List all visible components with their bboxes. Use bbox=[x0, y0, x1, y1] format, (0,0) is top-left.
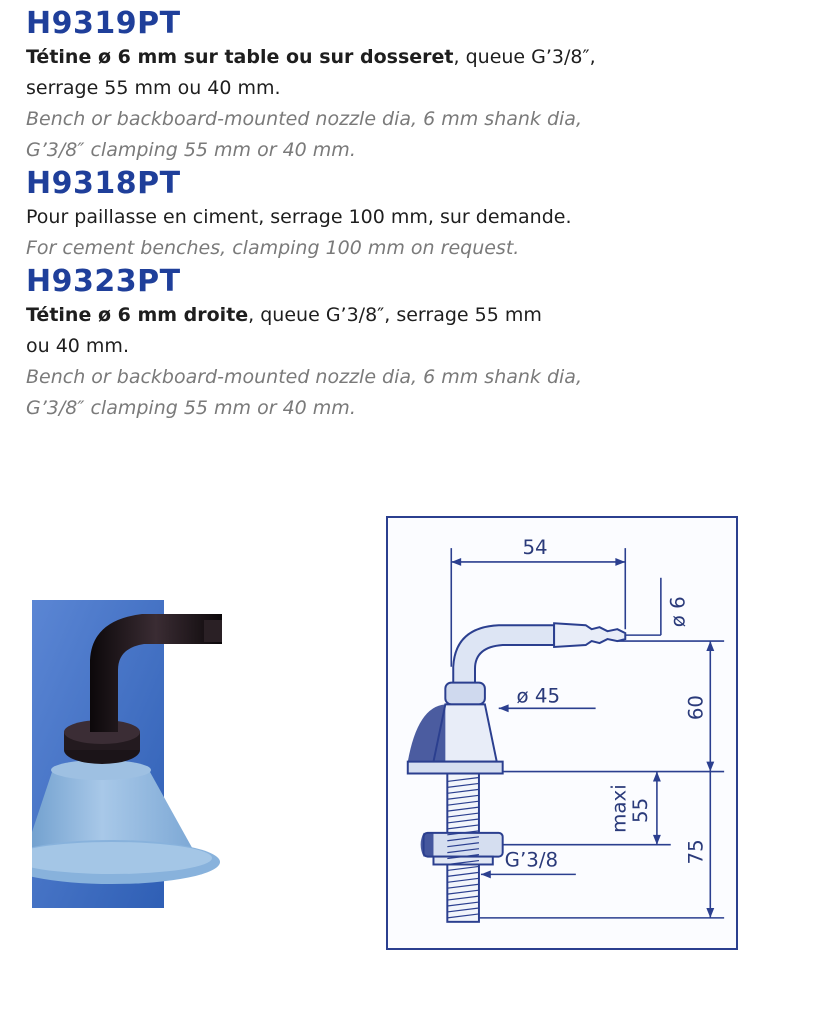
part-flange bbox=[408, 762, 503, 774]
dim-label-maxi: maxi bbox=[607, 784, 631, 833]
part-shade-nut bbox=[421, 833, 434, 857]
description-fr: Pour paillasse en ciment, serrage 100 mm, sur demande. bbox=[26, 206, 572, 228]
product-code: H9323PT bbox=[26, 264, 181, 299]
dim-label-base: ø 45 bbox=[516, 684, 561, 708]
description-en-line2: G’3/8″ clamping 55 mm or 40 mm. bbox=[26, 139, 356, 161]
product-text bbox=[26, 6, 816, 424]
nozzle-barb bbox=[204, 620, 222, 642]
product-code: H9318PT bbox=[26, 166, 181, 201]
dim-label-maxi-value: 55 bbox=[629, 797, 653, 823]
description-fr-bold: Tétine ø 6 mm droite bbox=[26, 304, 249, 326]
part-elbow bbox=[453, 625, 554, 684]
part-collar bbox=[445, 683, 485, 705]
description-en-line1: Bench or backboard-mounted nozzle dia, 6 mm shank dia, bbox=[26, 366, 582, 388]
product-code: H9319PT bbox=[26, 6, 181, 41]
description-fr-rest: , queue G’3/8″, serrage 55 mm bbox=[248, 304, 542, 326]
dim-label-shank: 75 bbox=[684, 839, 708, 865]
technical-drawing bbox=[386, 516, 738, 950]
description-fr bbox=[26, 42, 816, 73]
description-fr-rest: , queue G’3/8″, bbox=[453, 46, 596, 68]
dim-label-nozzle: ø 6 bbox=[666, 596, 690, 628]
product-h9319pt bbox=[26, 6, 816, 166]
description-en-line1: For cement benches, clamping 100 mm on request. bbox=[26, 237, 520, 259]
dim-label-height: 60 bbox=[684, 694, 708, 721]
description-fr-line2: serrage 55 mm ou 40 mm. bbox=[26, 77, 281, 99]
description-fr bbox=[26, 300, 816, 331]
description-en-line2: G’3/8″ clamping 55 mm or 40 mm. bbox=[26, 397, 356, 419]
description-fr-bold: Tétine ø 6 mm sur table ou sur dosseret bbox=[26, 46, 454, 68]
product-h9318pt bbox=[26, 166, 816, 264]
part-barbs bbox=[554, 623, 625, 647]
part-washer bbox=[433, 857, 492, 865]
dim-label-thread: G’3/8 bbox=[504, 848, 559, 872]
description-en-line1: Bench or backboard-mounted nozzle dia, 6 mm shank dia, bbox=[26, 108, 582, 130]
technical-drawing-svg bbox=[388, 518, 736, 948]
dim-label-width: 54 bbox=[522, 536, 548, 560]
part-shade bbox=[408, 704, 446, 761]
description-fr-line2: ou 40 mm. bbox=[26, 335, 129, 357]
product-photo bbox=[32, 600, 222, 908]
product-h9323pt bbox=[26, 264, 816, 424]
